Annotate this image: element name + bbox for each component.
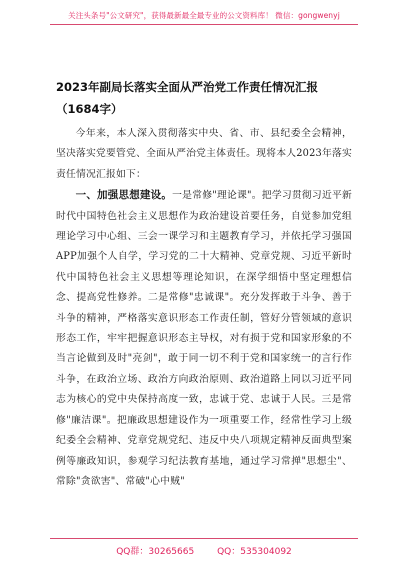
footer <box>0 544 408 557</box>
header-divider <box>50 24 358 25</box>
section-1-paragraph <box>56 185 352 492</box>
footer-qq-group: QQ群：30265665 <box>116 547 195 557</box>
footer-divider <box>50 538 358 539</box>
intro-paragraph: 今年来，本人深入贯彻落实中央、省、市、县纪委全会精神，坚决落实党要管党、全面从严治党主体责任。现将本人2023年落实责任情况汇报如下： <box>56 128 352 180</box>
document-body <box>56 124 352 492</box>
document-title: 2023年副局长落实全面从严治党工作责任情况汇报（1684字） <box>56 80 319 116</box>
section-1-heading: 一、加强思想建设。 <box>75 189 173 202</box>
footer-qq: QQ：535304092 <box>217 547 292 557</box>
section-1-text: 一是常修"理论课"。把学习贯彻习近平新时代中国特色社会主义思想作为政治建设首要任务，自觉参加党组理论学习中心组、三会一课学习和主题教育学习，并依托学习强国APP加强个人自学，学习党的二十大精神、党章党规、习近平新时代中国特色社会主义思想等理论知识，在深学细悟中坚定理想信念、提高党性修养。二是常修"忠诚课"。充分发挥敢于斗争、善于斗争的精神，严格落实意识形态工作责任制，管好分管领域的意识形态工作，牢牢把握意识形态主导权，对有损于党和国家形象的不当言论做到及时"亮剑"，敢于同一切不利于党和国家统一的言行作斗争，在政治立场、政治方向政治原则、政治道路上同以习近平同志为核心的党中央保持高度一致，忠诚于党、忠诚于人民。三是常修"廉洁课"。把廉政思想建设作为一项重要工作，经常性学习上级纪委全会精神、党章党规党纪、违反中央八项规定精神反面典型案例等廉政知识，参观学习纪法教育基地，通过学习常掸"思想尘"、常除"贪欲害"、常破"心中贼" <box>56 190 352 487</box>
header-banner: 关注头条号"公文研究"，获得最新最全最专业的公文资料库！ 微信：gongwenyj <box>68 11 340 20</box>
